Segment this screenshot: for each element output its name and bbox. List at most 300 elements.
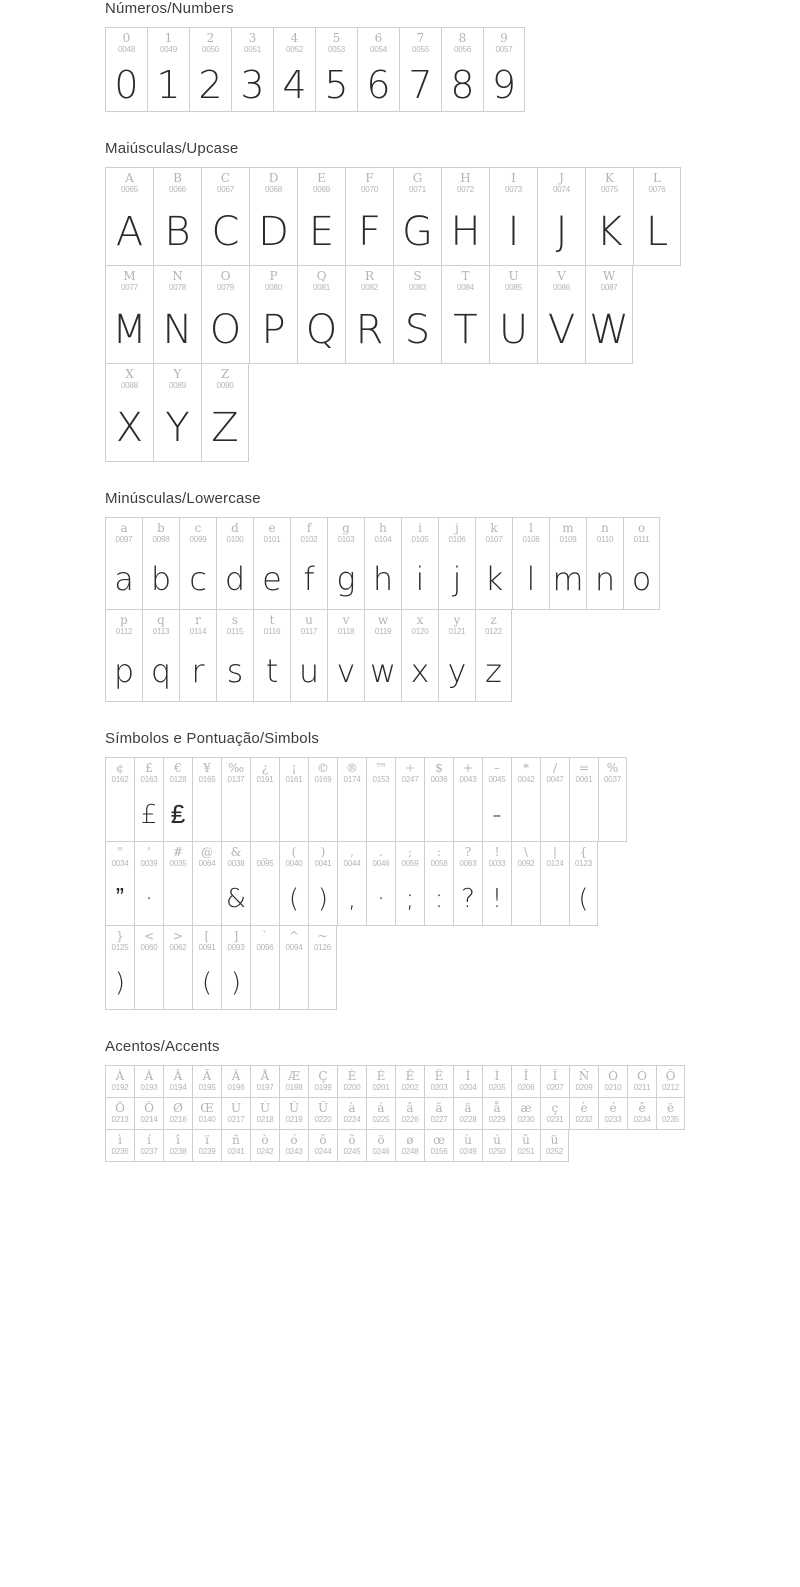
glyph-cell-header xyxy=(193,1130,221,1161)
glyph-specimen: - xyxy=(492,800,502,830)
glyph-cell[interactable] xyxy=(105,168,153,265)
glyph-cell[interactable] xyxy=(134,1098,163,1129)
glyph-code-label: 0220 xyxy=(314,1115,332,1124)
glyph-cell[interactable] xyxy=(395,1098,424,1129)
glyph-cell[interactable] xyxy=(453,758,482,841)
glyph-cell-header xyxy=(365,610,401,641)
glyph-cell[interactable] xyxy=(337,758,366,841)
glyph-cell[interactable] xyxy=(345,168,393,265)
glyph-cell-header xyxy=(232,28,273,59)
glyph-cell-header xyxy=(298,168,345,199)
glyph-specimen: Z xyxy=(211,405,239,451)
glyph-cell[interactable] xyxy=(201,168,249,265)
glyph-cell[interactable] xyxy=(511,758,540,841)
glyph-cell[interactable] xyxy=(482,758,511,841)
glyph-cell[interactable] xyxy=(163,1066,192,1097)
glyph-char-label: ^ xyxy=(288,929,300,943)
glyph-code-label: 0191 xyxy=(256,775,274,784)
glyph-specimen xyxy=(164,873,192,925)
glyph-cell[interactable] xyxy=(192,1066,221,1097)
glyph-specimen: 4 xyxy=(282,63,307,107)
glyph-char-label: ä xyxy=(464,1101,472,1115)
glyph-cell[interactable] xyxy=(489,266,537,363)
glyph-cell[interactable] xyxy=(105,758,134,841)
glyph-cell[interactable] xyxy=(250,926,279,1009)
glyph-cell[interactable] xyxy=(586,518,623,609)
glyph-specimen xyxy=(396,789,424,841)
glyph-char-label: / xyxy=(552,761,558,775)
glyph-code-label: 0213 xyxy=(111,1115,129,1124)
glyph-cell[interactable] xyxy=(216,610,253,701)
glyph-cell[interactable] xyxy=(163,1130,192,1161)
glyph-cell[interactable] xyxy=(357,28,399,111)
glyph-cell[interactable] xyxy=(395,758,424,841)
glyph-cell[interactable] xyxy=(192,1098,221,1129)
glyph-cell[interactable] xyxy=(366,1130,395,1161)
glyph-char-label: W xyxy=(602,269,616,283)
glyph-cell[interactable] xyxy=(364,610,401,701)
glyph-cell-header xyxy=(367,1098,395,1129)
glyph-cell[interactable] xyxy=(290,610,327,701)
glyph-code-label: 0071 xyxy=(409,185,426,194)
glyph-cell[interactable] xyxy=(475,518,512,609)
glyph-row xyxy=(105,517,660,610)
glyph-cell-header xyxy=(135,1066,163,1097)
glyph-cell-header xyxy=(454,758,482,789)
glyph-cell[interactable] xyxy=(395,1130,424,1161)
glyph-char-label: Î xyxy=(523,1069,529,1083)
glyph-char-label: ¡ xyxy=(291,761,297,775)
glyph-code-label: 0122 xyxy=(485,627,502,636)
glyph-cell[interactable] xyxy=(201,364,249,461)
glyph-cell[interactable] xyxy=(569,1066,598,1097)
glyph-cell[interactable] xyxy=(221,1130,250,1161)
glyph-specimen xyxy=(222,789,250,841)
glyph-cell-header xyxy=(106,1098,134,1129)
glyph-cell-header xyxy=(425,758,453,789)
glyph-cell[interactable] xyxy=(453,1130,482,1161)
glyph-row xyxy=(105,364,249,462)
glyph-specimen: g xyxy=(336,560,356,598)
glyph-cell[interactable] xyxy=(540,1066,569,1097)
glyph-code-label: 0093 xyxy=(227,943,245,952)
glyph-cell-header xyxy=(483,1098,511,1129)
glyph-code-label: 0242 xyxy=(256,1147,274,1156)
glyph-code-label: 0041 xyxy=(314,859,332,868)
glyph-cell-header xyxy=(586,168,633,199)
glyph-code-label: 0198 xyxy=(285,1083,303,1092)
glyph-cell[interactable] xyxy=(221,758,250,841)
glyph-cell[interactable] xyxy=(279,1066,308,1097)
glyph-cell[interactable] xyxy=(453,1098,482,1129)
glyph-cell[interactable] xyxy=(163,842,192,925)
glyph-cell[interactable] xyxy=(216,518,253,609)
glyph-cell[interactable] xyxy=(511,1130,540,1161)
glyph-cell[interactable] xyxy=(366,758,395,841)
glyph-char-label: ÷ xyxy=(404,761,416,775)
glyph-code-label: 0036 xyxy=(430,775,448,784)
glyph-cell[interactable] xyxy=(250,758,279,841)
glyph-cell[interactable] xyxy=(395,1066,424,1097)
glyph-specimen xyxy=(512,873,540,925)
glyph-cell[interactable] xyxy=(512,518,549,609)
glyph-cell[interactable] xyxy=(424,758,453,841)
glyph-code-label: 0118 xyxy=(337,627,355,636)
glyph-cell[interactable] xyxy=(179,518,216,609)
glyph-cell[interactable] xyxy=(201,266,249,363)
glyph-cell[interactable] xyxy=(475,610,512,701)
glyph-cell[interactable] xyxy=(142,610,179,701)
glyph-cell[interactable] xyxy=(585,168,633,265)
glyph-cell[interactable] xyxy=(395,842,424,925)
glyph-cell[interactable] xyxy=(453,842,482,925)
glyph-cell[interactable] xyxy=(482,1130,511,1161)
glyph-cell[interactable] xyxy=(153,266,201,363)
glyph-char-label: M xyxy=(123,269,136,283)
glyph-specimen: Y xyxy=(165,405,190,451)
glyph-cell[interactable] xyxy=(253,610,290,701)
glyph-char-label: Ü xyxy=(317,1101,329,1115)
glyph-char-label: ë xyxy=(666,1101,675,1115)
glyph-code-label: 0087 xyxy=(600,283,618,292)
glyph-code-label: 0082 xyxy=(361,283,378,292)
glyph-cell-header xyxy=(396,842,424,873)
glyph-code-label: 0049 xyxy=(160,45,177,54)
glyph-cell[interactable] xyxy=(424,1066,453,1097)
glyph-cell[interactable] xyxy=(337,1066,366,1097)
glyph-char-label: D xyxy=(268,171,279,185)
glyph-cell[interactable] xyxy=(345,266,393,363)
glyph-cell[interactable] xyxy=(297,266,345,363)
glyph-cell[interactable] xyxy=(308,1066,337,1097)
glyph-cell[interactable] xyxy=(401,610,438,701)
glyph-code-label: 0217 xyxy=(227,1115,245,1124)
glyph-code-label: 0194 xyxy=(169,1083,187,1092)
glyph-cell[interactable] xyxy=(366,1066,395,1097)
glyph-cell-header xyxy=(512,1098,540,1129)
glyph-char-label: n xyxy=(601,521,609,535)
glyph-specimen xyxy=(251,957,279,1009)
glyph-cell[interactable] xyxy=(511,1098,540,1129)
glyph-cell[interactable] xyxy=(537,266,585,363)
glyph-cell[interactable] xyxy=(105,28,147,111)
glyph-char-label: * xyxy=(523,761,529,775)
glyph-cell[interactable] xyxy=(153,168,201,265)
glyph-cell[interactable] xyxy=(105,842,134,925)
glyph-cell[interactable] xyxy=(569,1098,598,1129)
glyph-cell[interactable] xyxy=(279,758,308,841)
glyph-cell-header xyxy=(164,1130,192,1161)
section-lowercase xyxy=(0,490,800,702)
glyph-cell[interactable] xyxy=(633,168,681,265)
glyph-cell[interactable] xyxy=(315,28,357,111)
glyph-cell[interactable] xyxy=(163,926,192,1009)
glyph-specimen: o xyxy=(631,560,652,598)
glyph-cell-header xyxy=(190,28,231,59)
glyph-cell[interactable] xyxy=(540,1098,569,1129)
glyph-cell[interactable] xyxy=(327,518,364,609)
glyph-cell[interactable] xyxy=(134,758,163,841)
glyph-cell[interactable] xyxy=(134,926,163,1009)
glyph-cell[interactable] xyxy=(192,1130,221,1161)
glyph-char-label: [ xyxy=(204,929,210,943)
glyph-code-label: 0216 xyxy=(169,1115,187,1124)
glyph-code-label: 0161 xyxy=(285,775,303,784)
glyph-char-label: a xyxy=(120,521,128,535)
glyph-cell[interactable] xyxy=(441,266,489,363)
glyph-cell-header xyxy=(106,1130,134,1161)
glyph-cell[interactable] xyxy=(192,758,221,841)
glyph-cell[interactable] xyxy=(290,518,327,609)
glyph-cell[interactable] xyxy=(221,1066,250,1097)
glyph-cell[interactable] xyxy=(308,758,337,841)
glyph-specimen: P xyxy=(261,307,286,353)
glyph-cell[interactable] xyxy=(424,1130,453,1161)
glyph-char-label: G xyxy=(412,171,423,185)
glyph-cell[interactable] xyxy=(569,758,598,841)
glyph-cell[interactable] xyxy=(585,266,633,363)
glyph-char-label: 2 xyxy=(206,31,215,45)
glyph-code-label: 0226 xyxy=(401,1115,419,1124)
glyph-char-label: 9 xyxy=(500,31,508,45)
glyph-cell[interactable] xyxy=(163,1098,192,1129)
glyph-cell[interactable] xyxy=(105,1130,134,1161)
glyph-specimen: h xyxy=(372,560,394,598)
glyph-specimen: s xyxy=(226,652,244,690)
glyph-cell[interactable] xyxy=(153,364,201,461)
glyph-cell[interactable] xyxy=(482,1098,511,1129)
glyph-cell-header xyxy=(365,518,401,549)
glyph-char-label: " xyxy=(117,845,123,859)
glyph-cell[interactable] xyxy=(105,1066,134,1097)
glyph-cell[interactable] xyxy=(482,1066,511,1097)
glyph-char-label: L xyxy=(653,171,661,185)
glyph-cell[interactable] xyxy=(273,28,315,111)
glyph-cell[interactable] xyxy=(540,1130,569,1161)
glyph-cell[interactable] xyxy=(627,1098,656,1129)
glyph-cell[interactable] xyxy=(297,168,345,265)
glyph-cell[interactable] xyxy=(549,518,586,609)
glyph-cell[interactable] xyxy=(134,1130,163,1161)
glyph-cell[interactable] xyxy=(221,926,250,1009)
glyph-cell[interactable] xyxy=(366,842,395,925)
section-title: Números/Numbers xyxy=(105,0,234,17)
glyph-cell[interactable] xyxy=(424,1098,453,1129)
glyph-code-label: 0083 xyxy=(409,283,426,292)
glyph-char-label: % xyxy=(606,761,619,775)
glyph-char-label: ; xyxy=(407,845,413,859)
glyph-code-label: 0099 xyxy=(189,535,207,544)
glyph-code-label: 0235 xyxy=(662,1115,679,1124)
glyph-cell[interactable] xyxy=(598,1098,627,1129)
glyph-code-label: 0163 xyxy=(140,775,158,784)
glyph-cell[interactable] xyxy=(105,364,153,461)
glyph-char-label: Ï xyxy=(552,1069,558,1083)
glyph-cell-header xyxy=(402,610,438,641)
glyph-code-label: 0224 xyxy=(343,1115,361,1124)
glyph-cell-header xyxy=(599,758,626,789)
glyph-row xyxy=(105,757,627,842)
glyph-char-label: Á xyxy=(144,1069,154,1083)
glyph-specimen: c xyxy=(189,560,207,598)
glyph-cell[interactable] xyxy=(540,842,569,925)
glyph-cell-header xyxy=(309,758,337,789)
glyph-cell[interactable] xyxy=(192,926,221,1009)
glyph-cell[interactable] xyxy=(569,842,598,925)
glyph-cell[interactable] xyxy=(438,610,475,701)
glyph-code-label: 0209 xyxy=(575,1083,593,1092)
glyph-cell[interactable] xyxy=(364,518,401,609)
glyph-cell[interactable] xyxy=(163,758,192,841)
glyph-cell-header xyxy=(217,518,253,549)
glyph-cell[interactable] xyxy=(399,28,441,111)
glyph-code-label: 0058 xyxy=(430,859,448,868)
glyph-specimen xyxy=(280,957,308,1009)
glyph-cell[interactable] xyxy=(279,842,308,925)
glyph-cell[interactable] xyxy=(105,1098,134,1129)
glyph-code-label: 0128 xyxy=(169,775,187,784)
glyph-specimen: I xyxy=(507,209,520,255)
section-numbers xyxy=(0,0,800,112)
glyph-cell[interactable] xyxy=(401,518,438,609)
glyph-cell[interactable] xyxy=(438,518,475,609)
glyph-specimen: b xyxy=(150,560,172,598)
glyph-cell[interactable] xyxy=(598,1066,627,1097)
glyph-specimen xyxy=(367,789,395,841)
glyph-specimen xyxy=(280,789,308,841)
glyph-code-label: 0233 xyxy=(604,1115,622,1124)
glyph-cell[interactable] xyxy=(393,266,441,363)
glyph-cell[interactable] xyxy=(441,28,483,111)
glyph-specimen: ˮ xyxy=(115,884,125,914)
glyph-cell[interactable] xyxy=(192,842,221,925)
glyph-cell[interactable] xyxy=(105,518,142,609)
glyph-char-label: 0 xyxy=(122,31,131,45)
glyph-cell[interactable] xyxy=(134,842,163,925)
glyph-cell[interactable] xyxy=(337,1098,366,1129)
glyph-cell[interactable] xyxy=(441,168,489,265)
glyph-cell[interactable] xyxy=(231,28,273,111)
glyph-cell[interactable] xyxy=(253,518,290,609)
glyph-code-label: 0114 xyxy=(189,627,207,636)
glyph-cell[interactable] xyxy=(250,1066,279,1097)
glyph-char-label: Y xyxy=(173,367,182,381)
glyph-cell[interactable] xyxy=(598,758,627,841)
glyph-cell-header xyxy=(106,266,153,297)
glyph-cell-header xyxy=(164,1098,192,1129)
glyph-char-label: ú xyxy=(493,1133,501,1147)
glyph-cell-header xyxy=(628,1066,656,1097)
glyph-specimen: k xyxy=(484,560,504,598)
glyph-cell-header xyxy=(217,610,253,641)
glyph-cell[interactable] xyxy=(249,266,297,363)
glyph-cell[interactable] xyxy=(511,842,540,925)
glyph-cell-header xyxy=(280,926,308,957)
glyph-cell[interactable] xyxy=(308,842,337,925)
glyph-cell[interactable] xyxy=(656,1098,685,1129)
glyph-cell[interactable] xyxy=(179,610,216,701)
glyph-cell[interactable] xyxy=(366,1098,395,1129)
glyph-cell-header xyxy=(442,266,489,297)
glyph-cell-header xyxy=(570,758,598,789)
glyph-cell[interactable] xyxy=(511,1066,540,1097)
glyph-specimen: ? xyxy=(461,884,475,914)
glyph-cell[interactable] xyxy=(250,1130,279,1161)
glyph-cell[interactable] xyxy=(308,1098,337,1129)
glyph-cell[interactable] xyxy=(327,610,364,701)
glyph-cell[interactable] xyxy=(249,168,297,265)
glyph-cell[interactable] xyxy=(424,842,453,925)
glyph-cell[interactable] xyxy=(105,926,134,1009)
glyph-cell[interactable] xyxy=(279,1130,308,1161)
glyph-cell[interactable] xyxy=(279,926,308,1009)
glyph-cell[interactable] xyxy=(308,1130,337,1161)
glyph-code-label: 0249 xyxy=(459,1147,477,1156)
glyph-code-label: 0066 xyxy=(169,185,186,194)
glyph-cell[interactable] xyxy=(453,1066,482,1097)
glyph-code-label: 0097 xyxy=(115,535,133,544)
glyph-char-label: f xyxy=(306,521,312,535)
glyph-specimen: £ xyxy=(140,800,158,830)
glyph-cell[interactable] xyxy=(337,1130,366,1161)
glyph-code-label: 0241 xyxy=(227,1147,245,1156)
glyph-char-label: 3 xyxy=(248,31,257,45)
glyph-code-label: 0081 xyxy=(313,283,330,292)
glyph-cell[interactable] xyxy=(656,1066,685,1097)
glyph-char-label: @ xyxy=(201,845,213,859)
glyph-cell[interactable] xyxy=(105,266,153,363)
glyph-cell[interactable] xyxy=(250,842,279,925)
glyph-cell[interactable] xyxy=(393,168,441,265)
glyph-cell[interactable] xyxy=(308,926,337,1009)
glyph-cell[interactable] xyxy=(189,28,231,111)
glyph-cell-header xyxy=(490,266,537,297)
glyph-cell[interactable] xyxy=(147,28,189,111)
glyph-cell[interactable] xyxy=(134,1066,163,1097)
glyph-code-label: 0090 xyxy=(216,381,234,390)
glyph-cell[interactable] xyxy=(540,758,569,841)
glyph-cell[interactable] xyxy=(537,168,585,265)
glyph-code-label: 0088 xyxy=(121,381,138,390)
glyph-cell[interactable] xyxy=(105,610,142,701)
glyph-cell[interactable] xyxy=(483,28,525,111)
glyph-cell[interactable] xyxy=(482,842,511,925)
glyph-cell-header xyxy=(454,1066,482,1097)
glyph-cell-header xyxy=(193,758,221,789)
glyph-cell[interactable] xyxy=(142,518,179,609)
glyph-char-label: d xyxy=(231,521,239,535)
glyph-cell[interactable] xyxy=(221,842,250,925)
glyph-code-label: 0077 xyxy=(121,283,138,292)
glyph-cell[interactable] xyxy=(279,1098,308,1129)
glyph-specimen: O xyxy=(209,307,242,353)
glyph-code-label: 0203 xyxy=(430,1083,448,1092)
glyph-cell[interactable] xyxy=(623,518,660,609)
glyph-code-label: 0076 xyxy=(648,185,666,194)
glyph-code-label: 0192 xyxy=(111,1083,129,1092)
glyph-cell-header xyxy=(367,758,395,789)
glyph-code-label: 0246 xyxy=(372,1147,390,1156)
glyph-specimen: B xyxy=(164,209,191,255)
glyph-cell[interactable] xyxy=(221,1098,250,1129)
glyph-cell[interactable] xyxy=(250,1098,279,1129)
glyph-cell[interactable] xyxy=(627,1066,656,1097)
glyph-char-label: j xyxy=(455,521,459,535)
glyph-cell[interactable] xyxy=(337,842,366,925)
glyph-cell[interactable] xyxy=(489,168,537,265)
glyph-cell-header xyxy=(106,926,134,957)
glyph-specimen xyxy=(251,873,279,925)
